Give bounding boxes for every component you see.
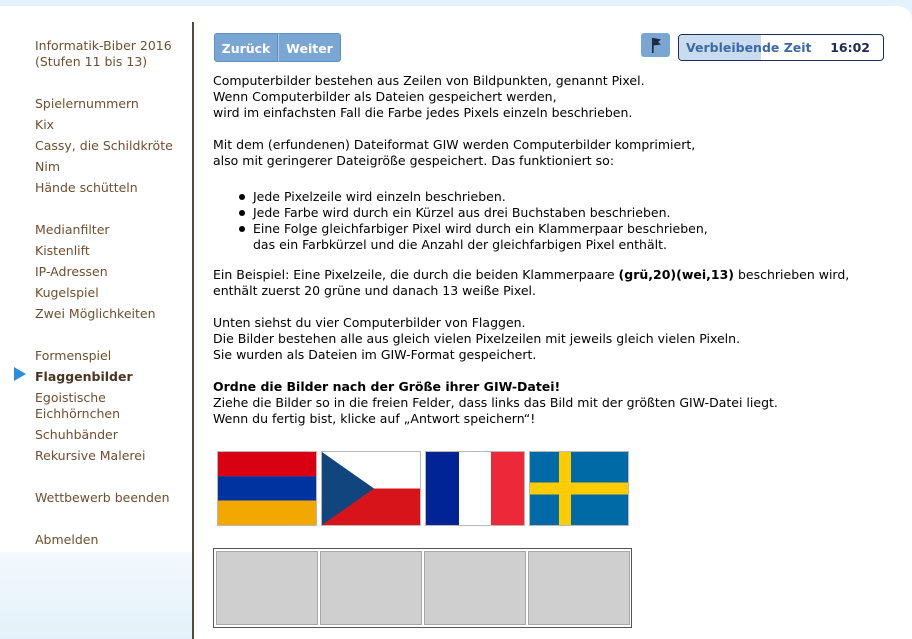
sidebar-item-egoistische-line2[interactable]: Eichhörnchen [35,406,120,421]
flag-image-france[interactable] [425,451,525,526]
current-item-arrow-icon [14,367,26,381]
sidebar-item-kistenlift[interactable]: Kistenlift [35,243,90,258]
bullet-dot [239,194,245,200]
task-heading: Ordne die Bilder nach der Größe ihrer GIW-Datei! [213,379,561,394]
drop-slot-3[interactable] [424,551,526,625]
format-line: also mit geringerer Dateigröße gespeichert. Das funktioniert so: [213,153,615,168]
rule-item-continued: das ein Farbkürzel und die Anzahl der gleichfarbigen Pixel enthält. [253,237,667,252]
drop-slot-1[interactable] [216,551,318,625]
sidebar-item-zwei-moeglichkeiten[interactable]: Zwei Möglichkeiten [35,306,156,321]
intro-line: Wenn Computerbilder als Dateien gespeichert werden, [213,89,557,104]
contest-title: Informatik-Biber 2016 [35,38,172,53]
task-instruction: Ziehe die Bilder so in die freien Felder, dass links das Bild mit der größten GIW-Datei liegt. [213,395,778,410]
bullet-dot [239,226,245,232]
format-line: Mit dem (erfundenen) Dateiformat GIW werden Computerbilder komprimiert, [213,137,696,152]
flags-intro-line: Die Bilder bestehen alle aus gleich vielen Pixelzeilen mit jeweils gleich vielen Pixeln. [213,331,741,346]
flags-intro-line: Sie wurden als Dateien im GIW-Format gespeichert. [213,347,537,362]
sidebar-item-kix[interactable]: Kix [35,117,55,132]
bullet-dot [239,210,245,216]
example-text-post: beschrieben wird, [734,267,850,282]
drop-slot-4[interactable] [528,551,630,625]
example-text-pre: Ein Beispiel: Eine Pixelzeile, die durch die beiden Klammerpaare [213,267,619,282]
flag-image-sweden[interactable] [529,451,629,526]
sidebar-item-egoistische-line1[interactable]: Egoistische [35,390,106,405]
example-code: (grü,20)(wei,13) [618,267,734,282]
sidebar-item-nim[interactable]: Nim [35,159,60,174]
sidebar-item-formenspiel[interactable]: Formenspiel [35,348,112,363]
sidebar-item-kugelspiel[interactable]: Kugelspiel [35,285,99,300]
intro-line: wird im einfachsten Fall die Farbe jedes Pixels einzeln beschrieben. [213,105,633,120]
remaining-time-box [678,34,884,61]
intro-line: Computerbilder bestehen aus Zeilen von Bildpunkten, genannt Pixel. [213,73,645,88]
task-instruction: Wenn du fertig bist, klicke auf „Antwort speichern“! [213,411,536,426]
example-line-2: enthält zuerst 20 grüne und danach 13 weiße Pixel. [213,283,536,298]
next-button[interactable]: Weiter [278,33,341,62]
sidebar-divider [192,22,194,639]
example-line [213,267,849,283]
flag-icon [641,33,670,57]
flag-button[interactable] [641,33,670,57]
remaining-time-label: Verbleibende Zeit [686,40,812,55]
sidebar-item-flaggenbilder[interactable]: Flaggenbilder [35,369,133,384]
flag-image-armenia[interactable] [217,451,317,526]
sidebar-item-ip-adressen[interactable]: IP-Adressen [35,264,108,279]
rule-item: Jede Farbe wird durch ein Kürzel aus drei Buchstaben beschrieben. [253,205,671,220]
flags-intro-line: Unten siehst du vier Computerbilder von Flaggen. [213,315,526,330]
drop-slot-2[interactable] [320,551,422,625]
contest-subtitle: (Stufen 11 bis 13) [35,54,148,69]
rule-item: Jede Pixelzeile wird einzeln beschrieben. [253,189,506,204]
logout-link[interactable]: Abmelden [35,532,99,547]
sidebar-item-medianfilter[interactable]: Medianfilter [35,222,110,237]
sidebar-background [0,552,192,639]
answer-drop-area [213,548,632,628]
back-button[interactable]: Zurück [214,33,278,62]
sidebar-item-rekursive-malerei[interactable]: Rekursive Malerei [35,448,146,463]
remaining-time-value: 16:02 [830,40,870,55]
sidebar-item-cassy[interactable]: Cassy, die Schildkröte [35,138,173,153]
end-contest-link[interactable]: Wettbewerb beenden [35,490,170,505]
sidebar-item-schuhbaender[interactable]: Schuhbänder [35,427,118,442]
rule-item: Eine Folge gleichfarbiger Pixel wird durch ein Klammerpaar beschrieben, [253,221,708,236]
sidebar-item-haende-schuetteln[interactable]: Hände schütteln [35,180,138,195]
sidebar-item-spielernummern[interactable]: Spielernummern [35,96,139,111]
flag-image-czech[interactable] [321,451,421,526]
